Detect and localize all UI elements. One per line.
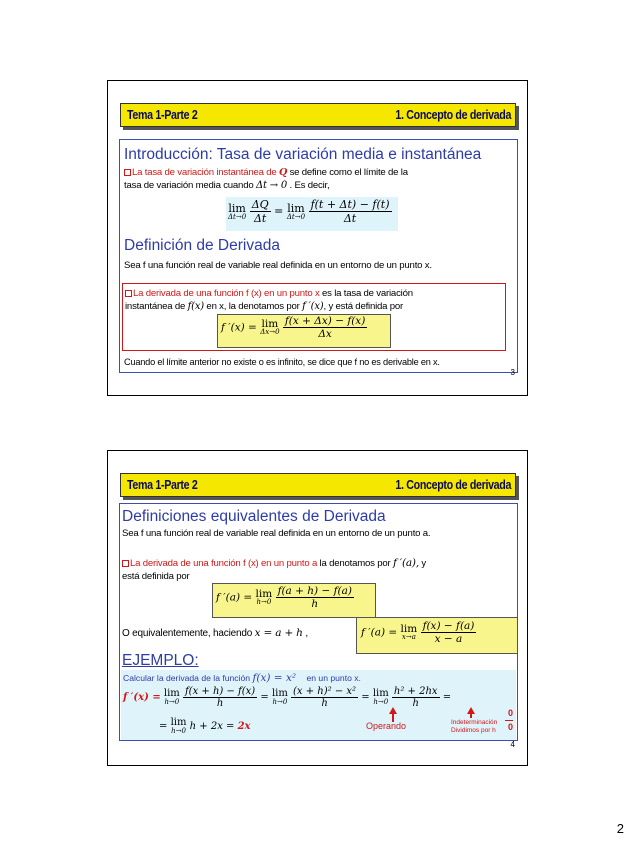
slide-header <box>120 103 516 127</box>
operando-label: Operando <box>366 721 407 731</box>
example-text: Calcular la derivada de la función f(x) = x² en un punto x. <box>123 672 361 684</box>
bullet-icon <box>124 169 131 176</box>
slide-content <box>119 139 518 373</box>
formula-a-box <box>212 583 376 618</box>
example-formula-line1: f ′(x) = lim h→0 $\frac{f(x + h) - f(x)}{h}$ = lim h→0 $\frac{\text{(x + h)² − x²}}{h}$ = lim h→0 $\frac{\text{h² + 2hx}}{h}$ = <box>123 686 452 709</box>
divide-label: Dividimos por h <box>451 727 496 734</box>
header-right: 1. Concepto de derivada <box>395 477 511 492</box>
definition-box <box>122 283 506 351</box>
def-text: Sea f una función real de variable real definida en un entorno de un punto x. <box>124 260 432 271</box>
formula-x: f ′(a) = lim x→a $\frac{f(x) - f(a)}{x - a}$ <box>361 620 475 645</box>
example-box <box>121 670 516 740</box>
formula-tasa-content: lim Δt→0 $\frac{\Delta Q}{\Delta t}$ = lim Δt→0 $\frac{f(t + \Delta t) - f(t)}{\Delta t}$ <box>228 198 390 225</box>
slide-4 <box>107 450 528 766</box>
equiv-text: O equivalentemente, haciendo x = a + h , <box>122 627 308 639</box>
slide-number: 4 <box>510 740 515 749</box>
indet-label: Indeterminación <box>451 719 498 726</box>
zero-fraction-line <box>505 720 513 721</box>
footer-text: Cuando el límite anterior no existe o es infinito, se dice que f no es derivable en x. <box>124 357 440 367</box>
formula-x-box <box>356 617 518 654</box>
intro-text-line2: tasa de variación media cuando Δt → 0 . Es decir, <box>124 180 330 191</box>
bullet-icon <box>122 560 129 567</box>
slide-3 <box>107 80 528 396</box>
derivative-formula-box <box>217 314 391 348</box>
example-formula-line2: = lim h→0 h + 2x = 2x <box>159 717 251 735</box>
header-left: Tema 1-Parte 2 <box>127 477 198 492</box>
text2: La derivada de una función f (x) en un punto a la denotamos por f ′(a), y <box>122 557 426 569</box>
zero-top: 0 <box>508 708 514 718</box>
text1: Sea f una función real de variable real definida en un entorno de un punto a. <box>122 528 431 539</box>
indet-arrow-stem <box>470 713 472 718</box>
example-title: EJEMPLO: <box>122 652 199 669</box>
text3: está definida por <box>122 571 190 582</box>
slide-content <box>119 503 518 741</box>
derivative-formula: f ′(x) = lim Δx→0 $\frac{f(x + \Delta x) - f(x)}{\Delta x}$ <box>221 315 366 340</box>
box-line2: instantánea de f(x) en x, la denotamos por f ′(x), y está definida por <box>125 301 404 312</box>
intro-text-line1: La tasa de variación instantánea de Q se define como el límite de la <box>124 167 408 178</box>
page-number: 2 <box>616 821 624 836</box>
intro-title: Introducción: Tasa de variación media e instantánea <box>124 146 482 163</box>
formula-a: f ′(a) = lim h→0 $\frac{f(a + h) - f(a)}{h}$ <box>216 585 352 610</box>
header-left: Tema 1-Parte 2 <box>127 107 198 122</box>
box-line1: La derivada de una función f (x) en un punto x es la tasa de variación <box>125 288 413 299</box>
def-title: Definición de Derivada <box>124 237 280 254</box>
bullet-icon <box>125 290 132 297</box>
zero-bottom: 0 <box>508 722 514 732</box>
equiv-title: Definiciones equivalentes de Derivada <box>122 508 386 525</box>
header-right: 1. Concepto de derivada <box>395 107 511 122</box>
slide-number: 3 <box>510 368 515 377</box>
slide-header <box>120 473 516 497</box>
